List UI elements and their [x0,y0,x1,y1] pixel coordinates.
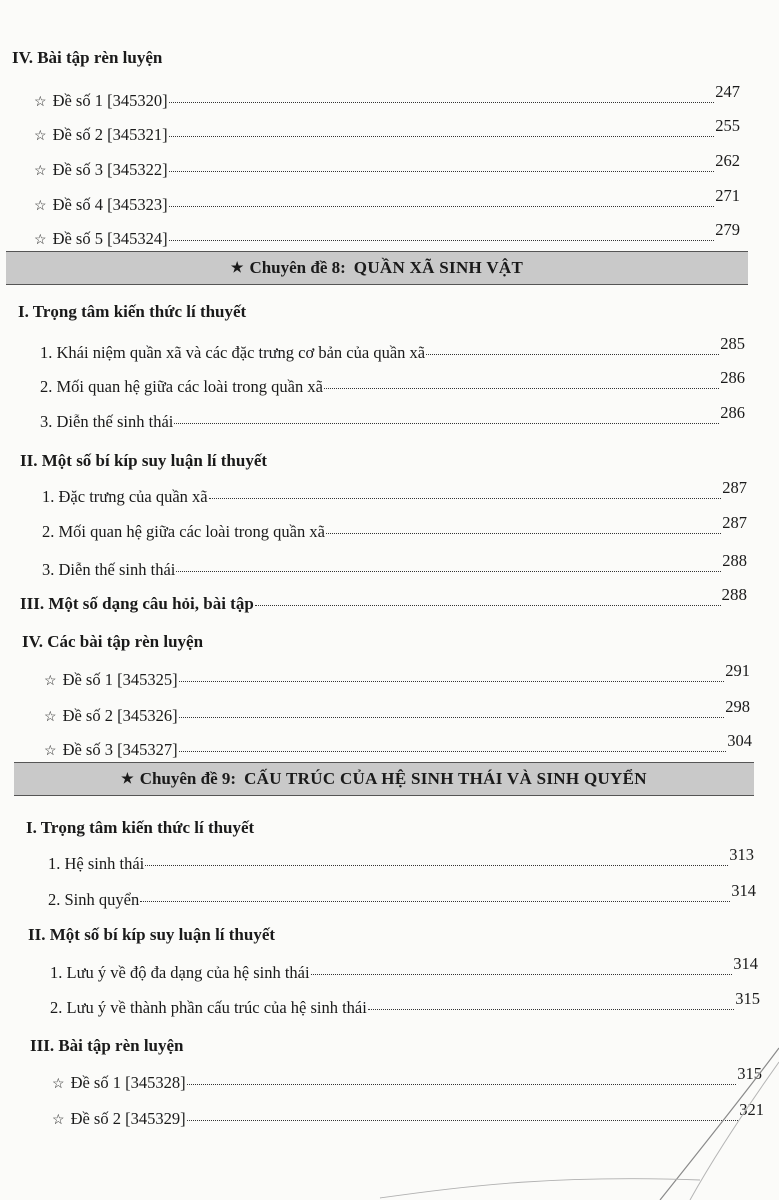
page-number: 287 [722,478,747,497]
toc-entry[interactable]: 1. Lưu ý về độ đa dạng của hệ sinh thái 314 [50,954,758,982]
toc-entry[interactable]: III. Một số dạng câu hỏi, bài tập 288 [20,585,747,613]
toc-entry[interactable]: 1. Khái niệm quần xã và các đặc trưng cơ bản của quần xã 285 [40,334,745,362]
topic-9-title: CẤU TRÚC CỦA HỆ SINH THÁI VÀ SINH QUYỂN [244,769,647,788]
dot-leader [368,1009,734,1010]
dot-leader [176,571,721,572]
t9-section-i-heading: I. Trọng tâm kiến thức lí thuyết [26,818,255,837]
t9-section-ii-heading: II. Một số bí kíp suy luận lí thuyết [28,925,276,944]
page-number: 315 [735,989,760,1008]
page-number: 279 [715,220,740,239]
toc-entry[interactable]: ☆ Đề số 1 [345320] 247 [34,91,740,113]
dot-leader [179,751,727,752]
toc-entry[interactable]: ☆ Đề số 5 [345324] 279 [34,229,740,251]
dot-leader [140,901,730,902]
dot-leader [179,681,725,682]
page-number: 314 [731,881,756,900]
toc-entry[interactable]: 3. Diễn thế sinh thái 286 [40,403,745,431]
toc-entry[interactable]: 1. Hệ sinh thái 313 [48,845,754,873]
star-icon: ☆ [52,1077,65,1092]
toc-entry[interactable]: 2. Lưu ý về thành phần cấu trúc của hệ sinh thái 315 [50,989,760,1017]
page-number: 288 [721,585,747,604]
star-icon: ☆ [34,233,47,248]
star-icon: ☆ [44,744,57,759]
filled-star-icon: ★ [230,260,244,276]
star-icon: ☆ [34,129,47,144]
dot-leader [187,1084,737,1085]
page-number: 286 [720,368,745,387]
toc-entry[interactable]: ☆ Đề số 3 [345322] 262 [34,160,740,182]
toc-entry[interactable]: 2. Mối quan hệ giữa các loài trong quần xã 287 [42,513,747,541]
dot-leader [169,136,715,137]
page-number: 291 [725,661,750,680]
dot-leader [187,1120,739,1121]
dot-leader [326,533,721,534]
star-icon: ☆ [34,95,47,110]
topic-9-banner [14,762,754,796]
dot-leader [426,354,719,355]
star-icon: ☆ [34,199,47,214]
star-icon: ☆ [44,710,57,725]
page-number: 313 [729,845,754,864]
toc-entry[interactable]: 3. Diễn thế sinh thái 288 [42,551,747,579]
page-number: 304 [727,731,752,750]
dot-leader [169,206,715,207]
t8-section-i-heading: I. Trọng tâm kiến thức lí thuyết [18,302,247,321]
t8-section-iv-heading: IV. Các bài tập rèn luyện [22,632,204,651]
toc-entry[interactable]: 2. Mối quan hệ giữa các loài trong quần xã 286 [40,368,745,396]
star-icon: ☆ [34,164,47,179]
filled-star-icon: ★ [121,771,134,787]
t9-section-iii-heading: III. Bài tập rèn luyện [30,1036,184,1055]
dot-leader [209,498,722,499]
toc-entry[interactable]: ☆ Đề số 2 [345321] 255 [34,125,740,147]
toc-entry[interactable]: ☆ Đề số 3 [345327] 304 [44,740,752,762]
toc-entry[interactable]: ☆ Đề số 2 [345326] 298 [44,706,750,728]
page-number: 287 [722,513,747,532]
topic-8-banner [6,251,748,285]
page-number: 286 [720,403,745,422]
page-number: 288 [722,551,747,570]
t8-section-ii-heading: II. Một số bí kíp suy luận lí thuyết [20,451,268,470]
page-number: 255 [715,116,740,135]
dot-leader [145,865,728,866]
dot-leader [169,102,715,103]
dot-leader [311,974,733,975]
page-number: 247 [715,82,740,101]
page-number: 321 [739,1100,764,1119]
page-number: 315 [737,1064,762,1083]
star-icon: ☆ [44,674,57,689]
page-number: 314 [733,954,758,973]
topic-9-prefix: Chuyên đề 9: [139,769,237,788]
topic-8-prefix: Chuyên đề 8: [249,258,346,277]
toc-entry[interactable]: ☆ Đề số 4 [345323] 271 [34,195,740,217]
page-number: 285 [720,334,745,353]
toc-entry[interactable]: ☆ Đề số 1 [345325] 291 [44,670,750,692]
toc-entry[interactable]: 2. Sinh quyển 314 [48,881,756,909]
page-number: 298 [725,697,750,716]
toc-entry[interactable]: ☆ Đề số 1 [345328] 315 [52,1073,762,1095]
dot-leader [255,605,721,606]
dot-leader [324,388,719,389]
dot-leader [179,717,725,718]
toc-entry[interactable]: 1. Đặc trưng của quần xã 287 [42,478,747,506]
page-number: 262 [715,151,740,170]
topic-8-title: QUẦN XÃ SINH VẬT [353,258,524,277]
toc-entry[interactable]: ☆ Đề số 2 [345329] 321 [52,1109,764,1131]
section-iv-heading: IV. Bài tập rèn luyện [12,48,163,67]
dot-leader [169,171,715,172]
dot-leader [169,240,715,241]
page-number: 271 [715,186,740,205]
star-icon: ☆ [52,1113,65,1128]
dot-leader [174,423,719,424]
